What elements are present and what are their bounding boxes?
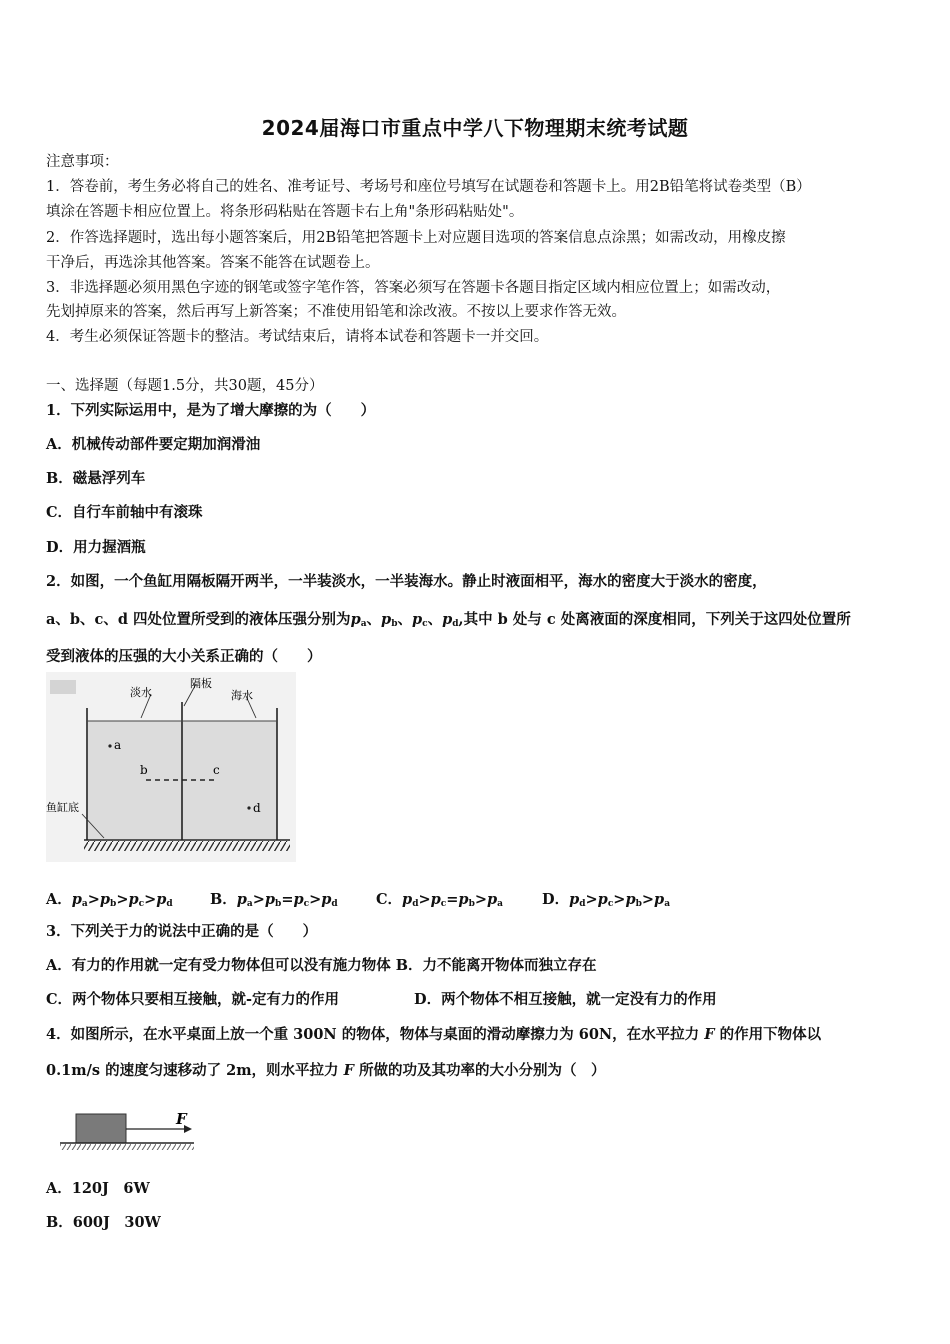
p-symbol: p xyxy=(381,611,392,628)
relation-sign: > xyxy=(585,891,598,908)
pressure-subscript: c xyxy=(303,899,310,909)
p-symbol: p xyxy=(350,611,361,628)
notice-heading: 注意事项： xyxy=(46,154,119,170)
relation-sign: > xyxy=(641,891,655,908)
q2-option-c xyxy=(376,888,503,909)
relation-sign: = xyxy=(446,891,459,908)
sub-d: d xyxy=(452,619,459,629)
q3-option-d: D．两个物体不相互接触，就一定没有力的作用 xyxy=(414,991,717,1008)
pressure-subscript: d xyxy=(412,899,419,909)
pressure-subscript: a xyxy=(246,899,253,909)
label-a: a xyxy=(114,738,122,752)
p-symbol: p xyxy=(402,891,413,908)
pressure-subscript: b xyxy=(468,899,475,909)
pressure-subscript: c xyxy=(138,899,145,909)
force-symbol: F xyxy=(343,1062,354,1079)
relation-sign: > xyxy=(613,891,626,908)
relation-sign: > xyxy=(474,891,488,908)
pressure-subscript: a xyxy=(81,899,88,909)
notice-line: 1．答卷前，考生务必将自己的姓名、准考证号、考场号和座位号填写在试题卷和答题卡上。用2B铅笔将试卷类型（B） xyxy=(46,179,811,195)
relation-sign: > xyxy=(252,891,265,908)
page-title: 2024届海口市重点中学八下物理期末统考试题 xyxy=(261,116,689,140)
p-symbol: p xyxy=(128,891,139,908)
q4-line1-a: 4．如图所示，在水平桌面上放一个重 300N 的物体，物体与桌面的滑动摩擦力为 60N，在水平拉力 xyxy=(46,1026,705,1043)
label-fresh-water: 淡水 xyxy=(130,686,152,699)
option-label: D． xyxy=(542,891,570,908)
relation-sign: > xyxy=(87,891,100,908)
force-label: F xyxy=(176,1110,187,1128)
section-heading: 一、选择题（每题1.5分，共30题，45分） xyxy=(46,378,324,394)
pressure-subscript: b xyxy=(110,899,117,909)
q2-line2-a: a、b、c、d 四处位置所受到的液体压强分别为 xyxy=(46,611,351,628)
q2-line3: 受到液体的压强的大小关系正确的（ ） xyxy=(46,648,322,665)
p-symbol: p xyxy=(411,611,423,628)
separator: 、 xyxy=(366,611,382,628)
q1-option-a: A．机械传动部件要定期加润滑油 xyxy=(46,436,261,453)
separator: 、 xyxy=(427,611,443,628)
q4-option-b: B．600J 30W xyxy=(46,1214,161,1231)
p-symbol: p xyxy=(71,891,82,908)
option-label: C． xyxy=(376,891,403,908)
sub-c: c xyxy=(422,619,428,629)
label-c: c xyxy=(213,763,220,777)
q1-option-c: C．自行车前轴中有滚珠 xyxy=(46,504,203,521)
force-symbol: F xyxy=(704,1026,715,1043)
label-sea-water: 海水 xyxy=(231,689,253,702)
p-symbol: p xyxy=(458,891,469,908)
pressure-subscript: a xyxy=(664,899,671,909)
pressure-subscript: d xyxy=(331,899,338,909)
p-symbol: p xyxy=(487,891,498,908)
tail-comma: , xyxy=(458,611,464,628)
option-label: A． xyxy=(46,891,72,908)
separator: 、 xyxy=(397,611,412,628)
p-symbol: p xyxy=(625,891,636,908)
q1-option-b: B．磁悬浮列车 xyxy=(46,470,146,487)
sub-b: b xyxy=(391,619,398,629)
relation-sign: > xyxy=(309,891,322,908)
point-d-dot xyxy=(247,806,250,809)
q1-stem: 1．下列实际运用中，是为了增大摩擦的为（ ） xyxy=(46,402,376,419)
relation-sign: > xyxy=(116,891,129,908)
pressure-subscript: b xyxy=(635,899,642,909)
p-symbol: p xyxy=(99,891,111,908)
p-symbol: p xyxy=(156,891,167,908)
relation-sign: > xyxy=(418,891,431,908)
block xyxy=(76,1114,126,1143)
point-a-dot xyxy=(108,744,111,747)
p-symbol: p xyxy=(569,891,580,908)
notice-line: 先划掉原来的答案，然后再写上新答案；不准使用铅笔和涂改液。不按以上要求作答无效。 xyxy=(46,304,626,320)
relation-sign: = xyxy=(281,891,294,908)
label-divider: 隔板 xyxy=(190,677,212,690)
pressure-subscript: a xyxy=(497,899,503,909)
pressure-subscript: c xyxy=(607,899,614,909)
label-d: d xyxy=(253,801,261,815)
pressure-subscript: b xyxy=(275,899,282,909)
relation-sign: > xyxy=(144,891,157,908)
q2-option-b xyxy=(210,888,338,909)
q2-option-a xyxy=(46,888,173,909)
q3-options-ab: A．有力的作用就一定有受力物体但可以没有施力物体 B．力不能离开物体而独立存在 xyxy=(46,957,597,974)
p-symbol: p xyxy=(321,891,332,908)
q1-option-d: D．用力握酒瓶 xyxy=(46,539,146,556)
p-symbol: p xyxy=(293,891,304,908)
q4-line1-b: 的作用下物体以 xyxy=(714,1026,822,1043)
notice-line: 2．作答选择题时，选出每小题答案后，用2B铅笔把答题卡上对应题目选项的答案信息点涂黑；如需改动，用橡皮擦 xyxy=(46,230,786,246)
pressure-subscript: c xyxy=(440,899,447,909)
q2-line2-b: 其中 b 处与 c 处离液面的深度相同，下列关于这四处位置所 xyxy=(463,611,851,628)
q4-line2-a: 0.1m/s 的速度匀速移动了 2m，则水平拉力 xyxy=(46,1062,344,1079)
p-symbol: p xyxy=(654,891,665,908)
sub-a: a xyxy=(360,619,367,629)
q4-line2 xyxy=(46,1061,605,1081)
p-symbol: p xyxy=(442,611,453,628)
ground-hatch xyxy=(84,841,290,851)
block-force-figure xyxy=(56,1104,196,1154)
label-tank-bottom: 鱼缸底 xyxy=(46,801,79,814)
q4-line1 xyxy=(46,1025,821,1045)
q2-option-d xyxy=(542,888,670,909)
q4-line2-b: 所做的功及其功率的大小分别为（ ） xyxy=(353,1062,606,1079)
q2-line2 xyxy=(46,610,851,634)
notice-line: 3．非选择题必须用黑色字迹的钢笔或签字笔作答，答案必须写在答题卡各题目指定区域内相应位置上；如需改动， xyxy=(46,280,781,296)
q4-option-a: A．120J 6W xyxy=(46,1180,150,1197)
p-symbol: p xyxy=(430,891,441,908)
q2-line1: 2．如图，一个鱼缸用隔板隔开两半，一半装淡水，一半装海水。静止时液面相平，海水的密度大于淡水的密度， xyxy=(46,573,767,590)
notice-line: 填涂在答题卡相应位置上。将条形码粘贴在答题卡右上角"条形码粘贴处"。 xyxy=(46,204,524,220)
p-symbol: p xyxy=(264,891,276,908)
pressure-subscript: d xyxy=(166,899,173,909)
notice-line: 干净后，再选涂其他答案。答案不能答在试题卷上。 xyxy=(46,255,380,271)
table-hatch xyxy=(60,1144,194,1150)
q3-stem: 3．下列关于力的说法中正确的是（ ） xyxy=(46,923,318,940)
label-b: b xyxy=(140,763,148,777)
q3-option-c: C．两个物体只要相互接触，就-定有力的作用 xyxy=(46,991,340,1008)
option-label: B． xyxy=(210,891,237,908)
p-symbol: p xyxy=(236,891,247,908)
notice-line: 4．考生必须保证答题卡的整洁。考试结束后，请将本试卷和答题卡一并交回。 xyxy=(46,329,549,345)
pressure-subscript: d xyxy=(579,899,586,909)
p-symbol: p xyxy=(597,891,608,908)
fish-tank-figure xyxy=(46,672,296,862)
